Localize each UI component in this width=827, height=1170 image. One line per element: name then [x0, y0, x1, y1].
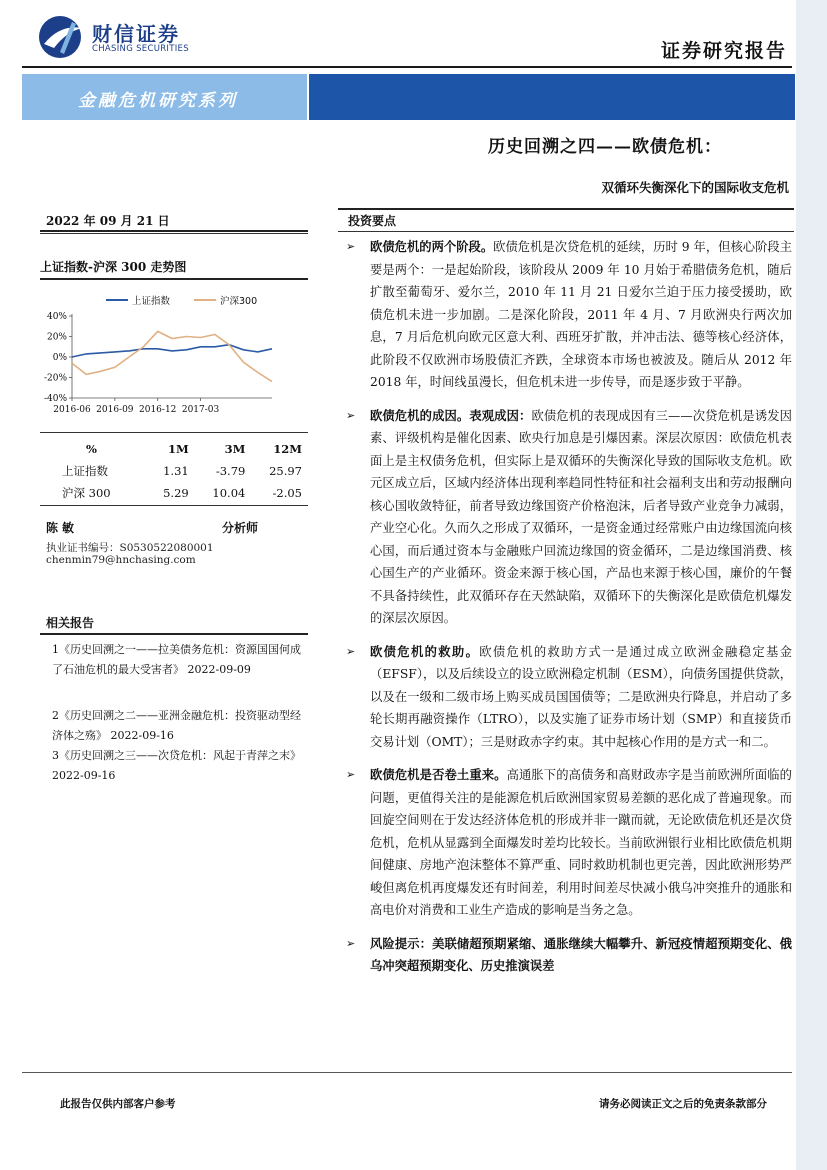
index-chart-svg — [40, 290, 300, 420]
key-point-lead: 风险提示： — [370, 935, 433, 951]
table-cell: -2.05 — [272, 486, 302, 500]
x-tick-label: 2016-06 — [53, 405, 91, 415]
sidebar-rule — [40, 233, 308, 234]
logo-text-en: CHASING SECURITIES — [92, 44, 189, 54]
table-row — [46, 460, 308, 482]
report-type: 证券研究报告 — [660, 40, 787, 62]
report-subtitle: 双循环失衡深化下的国际收支危机 — [601, 180, 789, 195]
series-banner — [22, 74, 307, 120]
table-cell: 25.97 — [269, 464, 302, 478]
arrow-bullet-icon: ➢ — [346, 768, 356, 781]
performance-table — [46, 438, 308, 504]
related-rule — [40, 633, 308, 635]
table-header-row — [46, 438, 308, 460]
key-point-item — [344, 641, 792, 754]
key-point-text: 欧债危机是次贷危机的延续，历时 9 年，但核心阶段主要是两个：一是起始阶段，该阶段从 2009 年 10 月始于希腊债务危机，随后扩散至葡萄牙、爱尔兰，2010 年 11 月 21 日爱尔兰迫于压力接受援助，欧债危机未进一步加剧。二是深化阶段，2011 年 4 月、7 月欧洲央行两次加息，7 月后危机向欧元区意大利、西班牙扩散，并冲击法、德等核心经济体，此阶段不仅欧洲市场股债汇齐跌，全球资本市场也被波及。随后从 2012 年 2018 年，时间线虽漫长，但危机未进一步传导，而是逐步致于平静。 — [370, 240, 792, 389]
x-tick-label: 2016-12 — [139, 405, 177, 415]
table-cell: 上证指数 — [62, 464, 108, 478]
chart-heading-rule — [40, 278, 308, 280]
table-cell: 1.31 — [163, 464, 189, 478]
series-line-0 — [72, 345, 272, 357]
related-report-1[interactable]: 1《历史回溯之一——拉美债务危机：资源国国何成了石油危机的最大受害者》 2022-09-09 — [52, 643, 301, 676]
key-points-rule — [338, 231, 794, 232]
footer-rule — [22, 1072, 792, 1073]
header-rule — [22, 66, 792, 68]
table-cell: 5.29 — [163, 486, 189, 500]
index-chart — [40, 290, 300, 420]
key-point-item — [344, 405, 792, 630]
legend-label: 上证指数 — [132, 296, 171, 307]
table-rule-bottom — [40, 505, 308, 506]
analyst-email[interactable]: chenmin79@hnchasing.com — [46, 554, 196, 566]
key-point-item — [344, 933, 792, 978]
series-title: 金融危机研究系列 — [78, 91, 238, 111]
table-header: 1M — [167, 442, 189, 456]
related-heading: 相关报告 — [46, 616, 95, 630]
key-points-list — [344, 236, 792, 989]
series-banner-dark — [309, 74, 795, 120]
key-points-heading: 投资要点 — [348, 214, 397, 228]
logo-text-cn: 财信证券 — [92, 22, 180, 46]
arrow-bullet-icon: ➢ — [346, 644, 356, 658]
y-tick-label: 0% — [52, 353, 67, 363]
arrow-bullet-icon: ➢ — [346, 936, 356, 950]
x-tick-label: 2016-09 — [96, 405, 134, 415]
table-cell: -3.79 — [215, 464, 246, 478]
arrow-bullet-icon: ➢ — [346, 408, 356, 422]
analyst-name: 陈敏 — [46, 521, 79, 535]
analyst-cert: 执业证书编号：S0530522080001 — [46, 542, 214, 554]
chart-heading: 上证指数-沪深 300 走势图 — [40, 260, 187, 274]
sidebar-rule — [40, 230, 308, 232]
y-tick-label: 40% — [46, 312, 67, 322]
key-point-lead: 欧债危机的两个阶段。 — [370, 239, 494, 254]
series-line-1 — [72, 331, 272, 381]
footer-disclaimer-left: 此报告仅供内部客户参考 — [60, 1098, 176, 1110]
related-report-3[interactable]: 3《历史回溯之三——次贷危机：风起于青萍之末》 2022-09-16 — [52, 749, 301, 782]
x-tick-label: 2017-03 — [181, 405, 220, 415]
legend-label: 沪深300 — [220, 296, 258, 307]
y-tick-label: -20% — [43, 373, 67, 384]
side-strip — [796, 0, 827, 1170]
table-header: 3M — [224, 442, 246, 456]
key-point-item — [344, 236, 792, 394]
key-point-lead: 欧债危机是否卷土重来。 — [370, 767, 507, 782]
key-point-item — [344, 764, 792, 922]
key-point-lead: 欧债危机的成因。表观成因： — [370, 407, 532, 423]
arrow-bullet-icon: ➢ — [346, 240, 356, 253]
table-row — [46, 482, 308, 504]
key-points-rule-top — [338, 208, 794, 210]
key-point-lead: 欧债危机的救助。 — [370, 643, 480, 659]
company-logo — [38, 14, 238, 60]
table-cell: 沪深 300 — [62, 486, 111, 500]
y-tick-label: -40% — [43, 394, 67, 404]
y-tick-label: 20% — [46, 332, 67, 343]
table-header: 12M — [273, 442, 302, 456]
report-title: 历史回溯之四——欧债危机： — [488, 137, 722, 157]
key-point-text: 欧债危机的表现成因有三——次贷危机是诱发因素、评级机构是催化因素、欧央行加息是引爆因素。深层次原因：欧债危机表面上是主权债务危机，但实际上是双循环的失衡深化导致的国际收支危机。欧元区成立后，区域内经济体出现利率趋同性特征和社会福利支出和劳动报酬向核心国收敛特征，前者导致边缘国资产价格泡沫，后者导致产业竞争力减弱，产业空心化。久而久之形成了双循环，一是资金通过经常账户由边缘国流向核心国，而后通过资本与金融账户回流边缘国的资金循环，二是边缘国消费、核心国生产的产业循环。资金来源于核心国，产品也来源于核心国，廉价的午餐不具备持续性，此双循环存在天然缺陷，双循环下的失衡深化是欧债危机爆发的深层次原因。 — [370, 408, 792, 625]
table-cell: 10.04 — [212, 486, 246, 500]
table-rule-top — [40, 432, 308, 433]
key-point-text: 美联储超预期紧缩、通胀继续大幅攀升、新冠疫情超预期变化、俄乌冲突超预期变化、历史推演误差 — [370, 935, 792, 973]
logo-mark-icon — [38, 14, 86, 60]
report-date: 2022 年 09 月 21 日 — [46, 214, 170, 228]
table-header: % — [86, 442, 97, 456]
key-point-text: 欧债危机的救助方式一是通过成立欧洲金融稳定基金（EFSF），以及后续设立的设立欧洲稳定机制（ESM），向债务国提供贷款，以及在一级和二级市场上购买成员国国债等；二是欧洲央行降息，并启动了多轮长期再融资操作（LTRO），以及实施了证券市场计划（SMP）和直接货币交易计划（OMT）；三是财政赤字约束。其中起核心作用的是方式一和二。 — [370, 644, 792, 749]
analyst-title: 分析师 — [222, 521, 259, 535]
footer-disclaimer-right: 请务必阅读正文之后的免责条款部分 — [599, 1098, 767, 1110]
related-report-2[interactable]: 2《历史回溯之二——亚洲金融危机：投资驱动型经济体之殇》 2022-09-16 — [52, 709, 301, 742]
key-point-text: 高通胀下的高债务和高财政赤字是当前欧洲所面临的问题，更值得关注的是能源危机后欧洲国家贸易差额的恶化成了普遍现象。而回旋空间则在于发达经济体危机的形成并非一蹴而就，无论欧债危机还是次贷危机，危机从显露到全面爆发时差均比较长。当前欧洲银行业相比欧债危机期间健康、房地产泡沫整体不算严重、同时救助机制也更完善，因此欧洲形势严峻但离危机再度爆发还有时间差，利用时间差尽快减小俄乌冲突推升的通胀和高电价对消费和工业生产造成的影响是当务之急。 — [370, 768, 792, 917]
